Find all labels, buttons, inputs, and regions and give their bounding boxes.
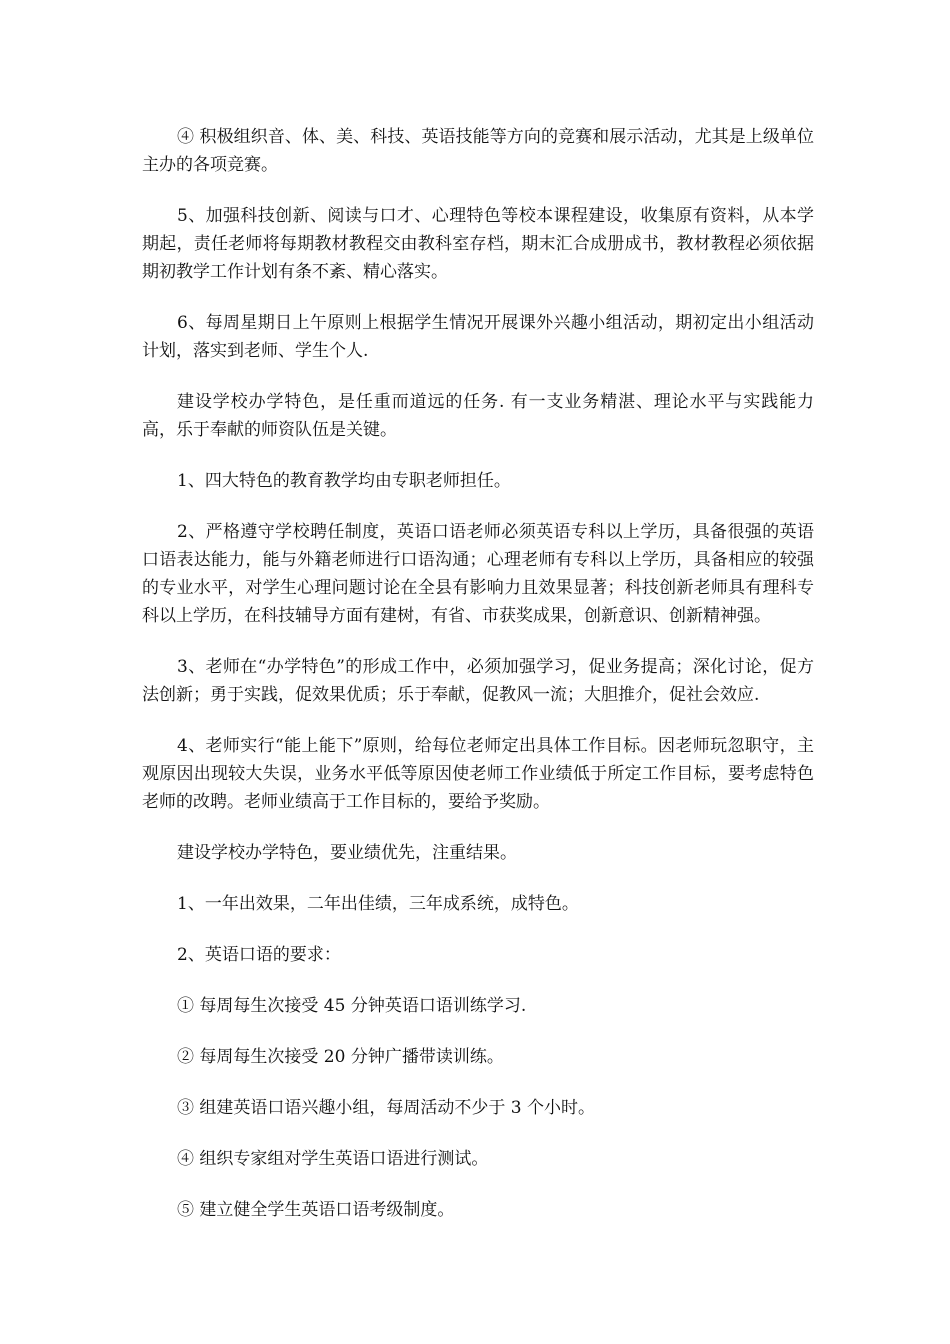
document-body	[142, 123, 814, 1247]
paragraph-oral-english-requirements: 2、英语口语的要求：	[177, 945, 341, 965]
paragraph-results-first: 建设学校办学特色，要业绩优先，注重结果。	[177, 843, 517, 863]
paragraph-school-curriculum: 5、加强科技创新、阅读与口才、心理特色等校本课程建设，收集原有资料，从本学期起，责任老师将每期教材教程交由教科室存档，期末汇合成册成书，教材教程必须依据期初教学工作计划有条不紊、精心落实。	[142, 206, 814, 282]
list-item-broadcast-reading: ② 每周每生次接受 20 分钟广播带读训练。	[177, 1047, 504, 1067]
paragraph-yearly-goals: 1、一年出效果，二年出佳绩，三年成系统，成特色。	[177, 894, 579, 914]
list-item-oral-training: ① 每周每生次接受 45 分钟英语口语训练学习.	[177, 996, 527, 1016]
paragraph-competition-activities: ④ 积极组织音、体、美、科技、英语技能等方向的竞赛和展示活动，尤其是上级单位主办的各项竞赛。	[142, 127, 814, 175]
paragraph-hiring-system: 2、严格遵守学校聘任制度，英语口语老师必须英语专科以上学历，具备很强的英语口语表达能力，能与外籍老师进行口语沟通；心理老师有专科以上学历，具备相应的较强的专业水平，对学生心理问题讨论在全县有影响力且效果显著；科技创新老师具有理科专科以上学历，在科技辅导方面有建树，有省、市获奖成果，创新意识、创新精神强。	[142, 522, 814, 626]
paragraph-interest-groups: 6、每周星期日上午原则上根据学生情况开展课外兴趣小组活动，期初定出小组活动计划，落实到老师、学生个人.	[142, 313, 814, 361]
paragraph-teacher-work: 3、老师在“办学特色”的形成工作中，必须加强学习，促业务提高；深化讨论，促方法创新；勇于实践，促效果优质；乐于奉献，促教风一流；大胆推介，促社会效应.	[142, 657, 814, 705]
list-item-expert-testing: ④ 组织专家组对学生英语口语进行测试。	[177, 1149, 489, 1169]
paragraph-dedicated-teachers: 1、四大特色的教育教学均由专职老师担任。	[177, 471, 511, 491]
paragraph-teacher-team-intro: 建设学校办学特色，是任重而道远的任务. 有一支业务精湛、理论水平与实践能力高，乐于奉献的师资队伍是关键。	[142, 392, 814, 440]
list-item-interest-group: ③ 组建英语口语兴趣小组，每周活动不少于 3 个小时。	[177, 1098, 596, 1118]
list-item-grading-system: ⑤ 建立健全学生英语口语考级制度。	[177, 1200, 455, 1220]
paragraph-performance-targets: 4、老师实行“能上能下”原则，给每位老师定出具体工作目标。因老师玩忽职守，主观原因出现较大失误，业务水平低等原因使老师工作业绩低于所定工作目标，要考虑特色老师的改聘。老师业绩高于工作目标的，要给予奖励。	[142, 736, 814, 812]
